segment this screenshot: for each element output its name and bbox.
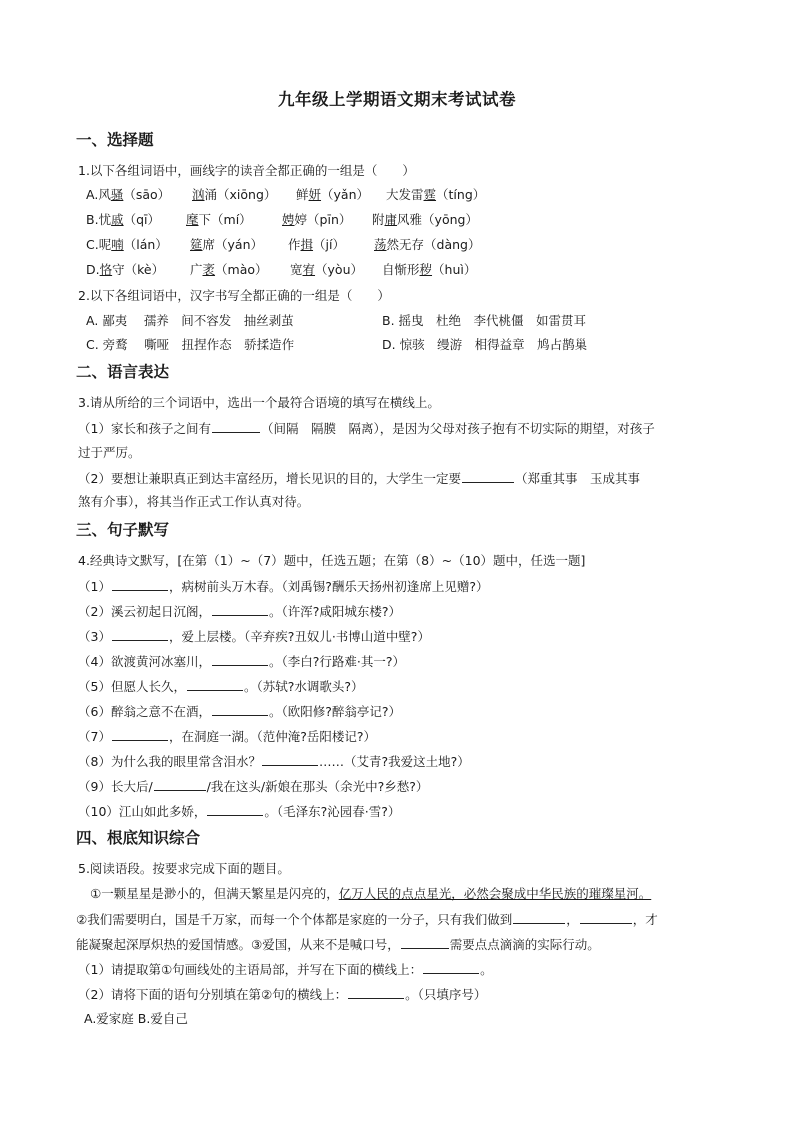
answer-blank[interactable] [212, 603, 268, 616]
q4-item: （4）欲渡黄河冰塞川， 。（李白?行路难·其一?） [78, 654, 405, 669]
q4-item: （5）但愿人长久， 。（苏轼?水调歌头?） [78, 679, 364, 694]
q5-options: A.爱家庭 B.爱自己 [84, 1011, 188, 1026]
q3-item-2: （2）要想让兼职真正到达丰富经历，增长见识的目的，大学生一定要 （郑重其事 玉成其事 [78, 471, 640, 486]
q4-item: （10）江山如此多娇， 。（毛泽东?沁园春·雪?） [78, 804, 401, 819]
q2-option-d: D. 惊骇 缦游 相得益章 鸠占鹊巢 [382, 337, 588, 352]
q4-item: （2）溪云初起日沉阁， 。（许浑?咸阳城东楼?） [78, 604, 401, 619]
answer-blank[interactable] [112, 628, 168, 641]
q4-item: （3） ，爱上层楼。（辛弃疾?丑奴儿·书博山道中壁?） [78, 629, 430, 644]
section-heading-choice: 一、选择题 [76, 131, 154, 149]
answer-blank[interactable] [212, 420, 260, 433]
q1-option-b: B.忧戚（qī） 麾下（mí） 娉婷（pīn） 附庸风雅（yōng） [86, 212, 478, 227]
answer-blank[interactable] [423, 961, 479, 974]
answer-blank[interactable] [401, 936, 449, 949]
q2-stem: 2.以下各组词语中，汉字书写全都正确的一组是（ ） [78, 288, 390, 303]
answer-blank[interactable] [112, 728, 168, 741]
q3-item-2-cont: 煞有介事），将其当作正式工作认真对待。 [78, 494, 310, 509]
answer-blank[interactable] [212, 653, 268, 666]
answer-blank[interactable] [580, 911, 632, 924]
q4-item: （9）长大后/ /我在这头/新娘在那头（余光中?乡愁?） [78, 779, 429, 794]
q5-paragraph-line-3: 能凝聚起深厚炽热的爱国情感。③爱国，从来不是喊口号， 需要点点滴滴的实际行动。 [76, 937, 600, 952]
answer-blank[interactable] [348, 986, 404, 999]
answer-blank[interactable] [212, 703, 268, 716]
section-heading-recitation: 三、句子默写 [76, 521, 170, 539]
answer-blank[interactable] [262, 753, 318, 766]
underlined-sentence: 亿万人民的点点星光，必然会聚成中华民族的璀璨星河。 [338, 886, 652, 901]
q2-option-c: C. 旁鹜 嘶哑 扭捏作态 骄揉造作 [86, 337, 295, 352]
q4-stem: 4.经典诗文默写，[在第（1）~（7）题中，任选五题；在第（8）~（10）题中，任选一题] [78, 553, 586, 568]
q4-item: （1） ，病树前头万木春。（刘禹锡?酬乐天扬州初逢席上见赠?） [78, 579, 489, 594]
answer-blank[interactable] [187, 678, 243, 691]
q1-option-a: A.风骚（sāo） 汹涌（xiōng） 鲜妍（yǎn） 大发雷霆（tíng） [86, 187, 486, 202]
q5-paragraph-line-1: ①一颗星星是渺小的，但满天繁星是闪亮的，亿万人民的点点星光，必然会聚成中华民族的璀璨星河。 [90, 886, 652, 901]
answer-blank[interactable] [112, 578, 168, 591]
section-heading-expression: 二、语言表达 [76, 363, 170, 381]
answer-blank[interactable] [462, 470, 514, 483]
q5-sub-1: （1）请提取第①句画线处的主语局部，并写在下面的横线上： 。 [78, 962, 493, 977]
q5-paragraph-line-2: ②我们需要明白，国是千万家，而每一个个体都是家庭的一分子，只有我们做到 ， ，才 [76, 912, 658, 927]
page-title: 九年级上学期语文期末考试试卷 [278, 90, 516, 109]
answer-blank[interactable] [154, 778, 206, 791]
q5-stem: 5.阅读语段。按要求完成下面的题目。 [78, 861, 290, 876]
q5-sub-2: （2）请将下面的语句分别填在第②句的横线上： 。（只填序号） [78, 987, 487, 1002]
answer-blank[interactable] [513, 911, 565, 924]
answer-blank[interactable] [207, 803, 263, 816]
q4-item: （7） ，在洞庭一湖。（范仲淹?岳阳楼记?） [78, 729, 376, 744]
q3-stem: 3.请从所给的三个词语中，选出一个最符合语境的填写在横线上。 [78, 395, 440, 410]
q2-option-a: A. 鄙夷 孺养 间不容发 抽丝剥茧 [86, 313, 294, 328]
q1-option-d: D.恪守（kè） 广袤（mào） 宽宥（yòu） 自惭形秽（huì） [86, 262, 477, 277]
q3-item-1-cont: 过于严厉。 [78, 445, 141, 460]
q2-option-b: B. 摇曳 杜绝 李代桃僵 如雷贯耳 [382, 313, 587, 328]
q1-stem: 1.以下各组词语中，画线字的读音全都正确的一组是（ ） [78, 163, 415, 178]
q4-item: （6）醉翁之意不在酒， 。（欧阳修?醉翁亭记?） [78, 704, 401, 719]
q1-option-c: C.呢喃（lán） 筵席（yán） 作揖（jí） 荡然无存（dàng） [86, 237, 481, 252]
section-heading-knowledge: 四、根底知识综合 [76, 829, 201, 847]
q4-item: （8）为什么我的眼里常含泪水？ ……（艾青?我爱这土地?） [78, 754, 470, 769]
q3-item-1: （1）家长和孩子之间有 （间隔 隔膜 隔离），是因为父母对孩子抱有不切实际的期望，对孩子 [78, 421, 655, 436]
